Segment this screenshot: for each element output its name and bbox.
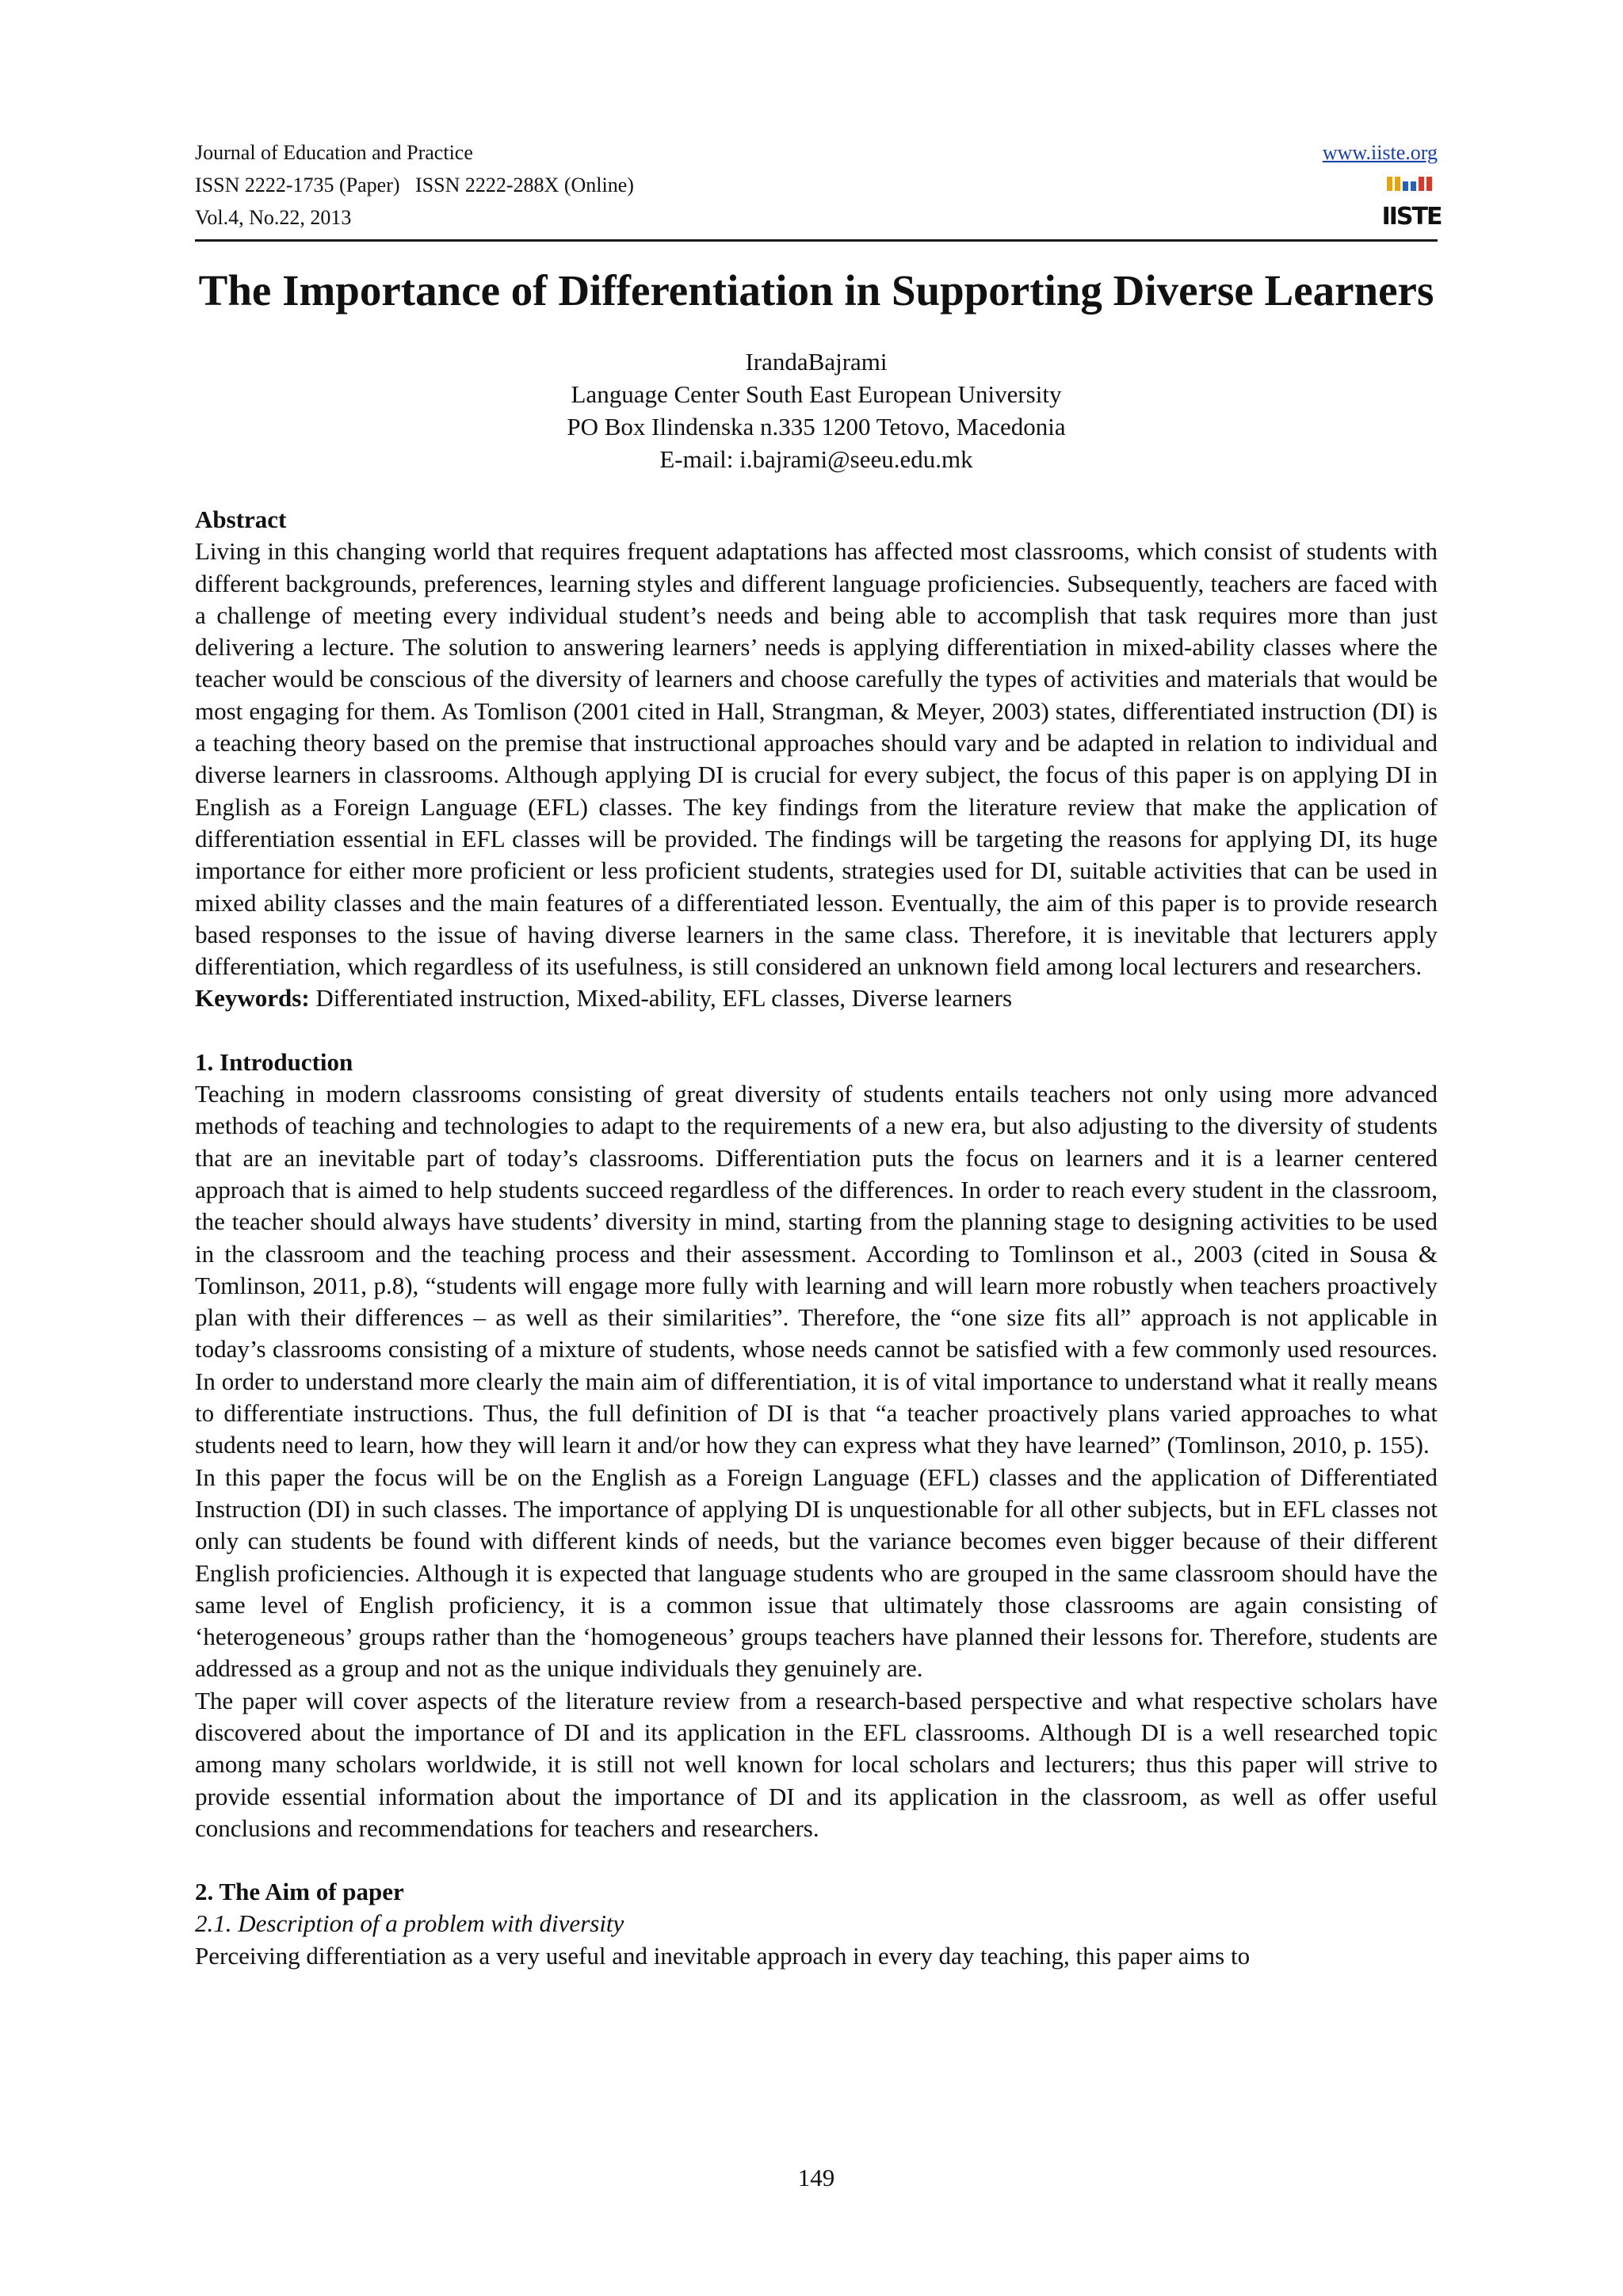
- journal-volume: Vol.4, No.22, 2013: [195, 206, 352, 229]
- keywords-line: [195, 982, 1438, 1014]
- abstract-heading: Abstract: [195, 505, 287, 533]
- header-divider: [195, 239, 1438, 242]
- author-name: IrandaBajrami: [745, 348, 888, 376]
- section-2-heading: 2. The Aim of paper: [195, 1878, 404, 1906]
- journal-header: [195, 136, 1442, 238]
- journal-info: [195, 136, 634, 234]
- section-2-1-subheading: 2.1. Description of a problem with diversity: [195, 1909, 624, 1938]
- spacer: [195, 1015, 1438, 1047]
- section-2-paragraph: Perceiving differentiation as a very useful and inevitable approach in every day teaching, this paper aims to: [195, 1941, 1251, 1970]
- abstract-text: Living in this changing world that requires frequent adaptations has affected most classrooms, which consist of students with different backgrounds, preferences, learning styles and different language proficiencies. Subsequently, teachers are faced with a challenge of meeting every individual student’s needs and being able to accomplish that task requires more than just delivering a lecture. The solution to answering learners’ needs is applying differentiation in mixed-ability classes where the teacher would be conscious of the diversity of learners and choose carefully the types of activities and materials that would be most engaging for them. As Tomlison (2001 cited in Hall, Strangman, & Meyer, 2003) states, differentiated instruction (DI) is a teaching theory based on the premise that instructional approaches should vary and be adapted in relation to individual and diverse learners in classrooms. Although applying DI is crucial for every subject, the focus of this paper is on applying DI in English as a Foreign Language (EFL) classes. The key findings from the literature review that make the application of differentiation essential in EFL classes will be provided. The findings will be targeting the reasons for applying DI, its huge importance for either more proficient or less proficient students, strategies used for DI, suitable activities that can be used in mixed ability classes and the main features of a differentiated lesson. Eventually, the aim of this paper is to provide research based responses to the issue of having diverse learners in the same class. Therefore, it is inevitable that lecturers apply differentiation, which regardless of its usefulness, is still considered an unknown field among local lecturers and researchers.: [195, 537, 1438, 981]
- author-email: E-mail: i.bajrami@seeu.edu.mk: [659, 445, 973, 473]
- keywords-label: Keywords:: [195, 984, 310, 1013]
- svg-text:IISTE: IISTE: [1381, 203, 1442, 231]
- paper-title: The Importance of Differentiation in Supporting Diverse Learners: [198, 266, 1434, 315]
- section-1-paragraph: The paper will cover aspects of the literature review from a research-based perspective and what respective scholars have discovered about the importance of DI and its application in the EFL classrooms. Although DI is a well researched topic among many scholars worldwide, it is still not well known for local scholars and lecturers; thus this paper will strive to provide essential information about the importance of DI and its application in the classroom, as well as offer useful conclusions and recommendations for teachers and researchers.: [195, 1686, 1438, 1842]
- keywords-list: Differentiated instruction, Mixed-ability, EFL classes, Diverse learners: [309, 984, 1013, 1013]
- page-number: 149: [797, 2164, 835, 2191]
- paper-body: [195, 504, 1438, 1972]
- section-1-paragraph: In this paper the focus will be on the English as a Foreign Language (EFL) classes and the application of Differentiated Instruction (DI) in such classes. The importance of applying DI is unquestionable for all other subjects, but in EFL classes not only can students be found with different kinds of needs, but the variance becomes even bigger because of their different English proficiencies. Although it is expected that language students who are grouped in the same classroom should have the same level of English proficiency, it is a common issue that ultimately those classrooms are again consisting of ‘heterogeneous’ groups rather than the ‘homogeneous’ groups teachers have planned their lessons for. Therefore, students are addressed as a group and not as the unique individuals they genuinely are.: [195, 1463, 1438, 1683]
- iiste-logo-icon: [1381, 174, 1442, 231]
- spacer: [195, 1844, 1438, 1876]
- section-1-paragraph: Teaching in modern classrooms consisting of great diversity of students entails teachers not only using more advanced methods of teaching and technologies to adapt to the requirements of a new era, but also adjusting to the diversity of students that are an inevitable part of today’s classrooms. Differentiation puts the focus on learners and it is a learner centered approach that is aimed to help students succeed regardless of the differences. In order to reach every student in the classroom, the teacher should always have students’ diversity in mind, starting from the planning stage to designing activities to be used in the classroom and the teaching process and their assessment. According to Tomlinson et al., 2003 (cited in Sousa & Tomlinson, 2011, p.8), “students will engage more fully with learning and will learn more robustly when teachers proactively plan with their differences – as well as their similarities”. Therefore, the “one size fits all” approach is not applicable in today’s classrooms consisting of a mixture of students, whose needs cannot be satisfied with a few commonly used resources. In order to understand more clearly the main aim of differentiation, it is of vital importance to understand what it really means to differentiate instructions. Thus, the full definition of DI is that “a teacher proactively plans varied approaches to what students need to learn, how they will learn it and/or how they can express what they have learned” (Tomlinson, 2010, p. 155).: [195, 1080, 1438, 1459]
- author-affiliation: Language Center South East European University: [571, 380, 1062, 408]
- website-link[interactable]: www.iiste.org: [1322, 141, 1438, 164]
- journal-links: [1322, 136, 1442, 231]
- journal-name: Journal of Education and Practice: [195, 141, 473, 164]
- journal-issn: ISSN 2222-1735 (Paper) ISSN 2222-288X (Online): [195, 174, 634, 196]
- section-1-heading: 1. Introduction: [195, 1047, 353, 1076]
- author-block: [195, 345, 1438, 475]
- author-address: PO Box Ilindenska n.335 1200 Tetovo, Macedonia: [567, 413, 1066, 441]
